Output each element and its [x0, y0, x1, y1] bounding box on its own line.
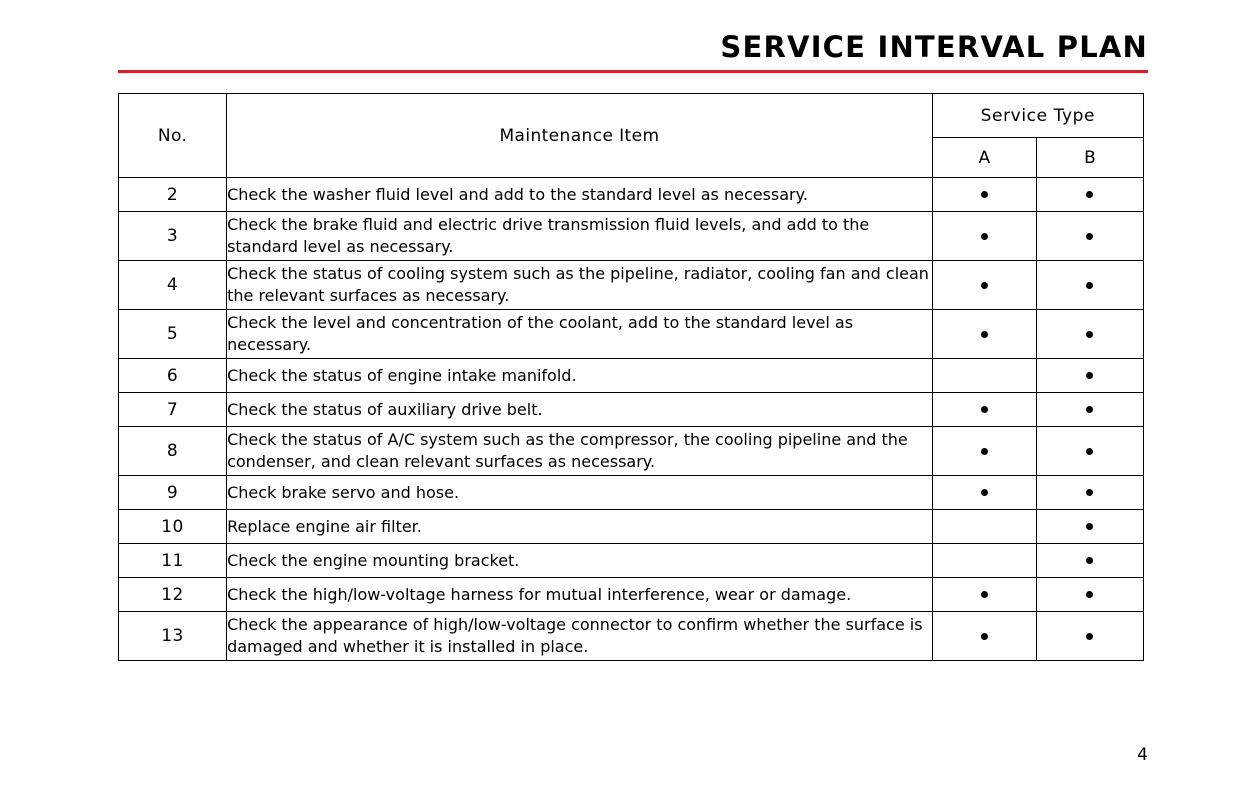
bullet-dot-icon [1086, 282, 1093, 289]
bullet-dot-icon [981, 282, 988, 289]
bullet-dot-icon [1086, 191, 1093, 198]
table-row [119, 359, 1144, 393]
table-body [119, 178, 1144, 661]
row-service-b-mark [1036, 359, 1143, 393]
bullet-dot-icon [981, 591, 988, 598]
row-service-b-mark [1036, 544, 1143, 578]
table-row [119, 544, 1144, 578]
table-row [119, 212, 1144, 261]
row-service-b-mark [1036, 310, 1143, 359]
bullet-dot-icon [981, 633, 988, 640]
bullet-dot-icon [1086, 557, 1093, 564]
bullet-dot-icon [981, 233, 988, 240]
table-row [119, 178, 1144, 212]
row-maintenance-item: Check the status of auxiliary drive belt. [227, 393, 933, 427]
row-service-a-mark [932, 544, 1036, 578]
row-service-b-mark [1036, 510, 1143, 544]
row-service-a-mark [932, 510, 1036, 544]
row-service-b-mark [1036, 212, 1143, 261]
row-service-a-mark [932, 178, 1036, 212]
row-maintenance-item: Check the high/low-voltage harness for mutual interference, wear or damage. [227, 578, 933, 612]
table-row [119, 612, 1144, 661]
bullet-dot-icon [1086, 523, 1093, 530]
row-number: 3 [119, 212, 227, 261]
table-row [119, 310, 1144, 359]
service-interval-table-container [118, 93, 1144, 661]
row-service-a-mark [932, 578, 1036, 612]
bullet-dot-icon [981, 489, 988, 496]
row-maintenance-item: Check the level and concentration of the coolant, add to the standard level as necessary. [227, 310, 933, 359]
row-service-a-mark [932, 476, 1036, 510]
table-header-row-top [119, 94, 1144, 138]
table-row [119, 578, 1144, 612]
row-number: 8 [119, 427, 227, 476]
table-row [119, 261, 1144, 310]
row-service-b-mark [1036, 261, 1143, 310]
title-divider [118, 70, 1148, 73]
row-number: 13 [119, 612, 227, 661]
table-row [119, 427, 1144, 476]
row-maintenance-item: Check the status of A/C system such as the compressor, the cooling pipeline and the condenser, and clean relevant surfaces as necessary. [227, 427, 933, 476]
row-service-b-mark [1036, 427, 1143, 476]
bullet-dot-icon [981, 331, 988, 338]
row-number: 6 [119, 359, 227, 393]
row-maintenance-item: Check the brake fluid and electric drive transmission fluid levels, and add to the standard level as necessary. [227, 212, 933, 261]
row-service-a-mark [932, 212, 1036, 261]
row-service-b-mark [1036, 578, 1143, 612]
row-service-a-mark [932, 612, 1036, 661]
row-maintenance-item: Check brake servo and hose. [227, 476, 933, 510]
bullet-dot-icon [1086, 633, 1093, 640]
bullet-dot-icon [1086, 489, 1093, 496]
row-service-b-mark [1036, 476, 1143, 510]
bullet-dot-icon [1086, 406, 1093, 413]
row-number: 10 [119, 510, 227, 544]
table-header [119, 94, 1144, 178]
column-header-no: No. [119, 94, 227, 178]
row-number: 12 [119, 578, 227, 612]
column-header-service-type: Service Type [932, 94, 1143, 138]
bullet-dot-icon [981, 191, 988, 198]
column-header-service-a: A [932, 138, 1036, 178]
page-number: 4 [1137, 745, 1148, 765]
bullet-dot-icon [981, 448, 988, 455]
row-number: 2 [119, 178, 227, 212]
row-service-b-mark [1036, 178, 1143, 212]
bullet-dot-icon [1086, 331, 1093, 338]
bullet-dot-icon [1086, 448, 1093, 455]
bullet-dot-icon [1086, 372, 1093, 379]
bullet-dot-icon [1086, 591, 1093, 598]
table-row [119, 393, 1144, 427]
row-number: 7 [119, 393, 227, 427]
row-maintenance-item: Replace engine air filter. [227, 510, 933, 544]
row-service-b-mark [1036, 612, 1143, 661]
row-number: 4 [119, 261, 227, 310]
row-number: 5 [119, 310, 227, 359]
row-maintenance-item: Check the engine mounting bracket. [227, 544, 933, 578]
row-service-a-mark [932, 393, 1036, 427]
bullet-dot-icon [1086, 233, 1093, 240]
column-header-maintenance-item: Maintenance Item [227, 94, 933, 178]
bullet-dot-icon [981, 406, 988, 413]
row-service-a-mark [932, 261, 1036, 310]
table-row [119, 510, 1144, 544]
row-number: 9 [119, 476, 227, 510]
row-maintenance-item: Check the appearance of high/low-voltage connector to confirm whether the surface is damaged and whether it is installed in place. [227, 612, 933, 661]
row-service-b-mark [1036, 393, 1143, 427]
row-service-a-mark [932, 310, 1036, 359]
row-number: 11 [119, 544, 227, 578]
column-header-service-b: B [1036, 138, 1143, 178]
row-service-a-mark [932, 359, 1036, 393]
row-service-a-mark [932, 427, 1036, 476]
row-maintenance-item: Check the washer fluid level and add to the standard level as necessary. [227, 178, 933, 212]
service-interval-table [118, 93, 1144, 661]
table-row [119, 476, 1144, 510]
row-maintenance-item: Check the status of engine intake manifold. [227, 359, 933, 393]
row-maintenance-item: Check the status of cooling system such as the pipeline, radiator, cooling fan and clean the relevant surfaces as necessary. [227, 261, 933, 310]
page-title: SERVICE INTERVAL PLAN [720, 30, 1148, 64]
